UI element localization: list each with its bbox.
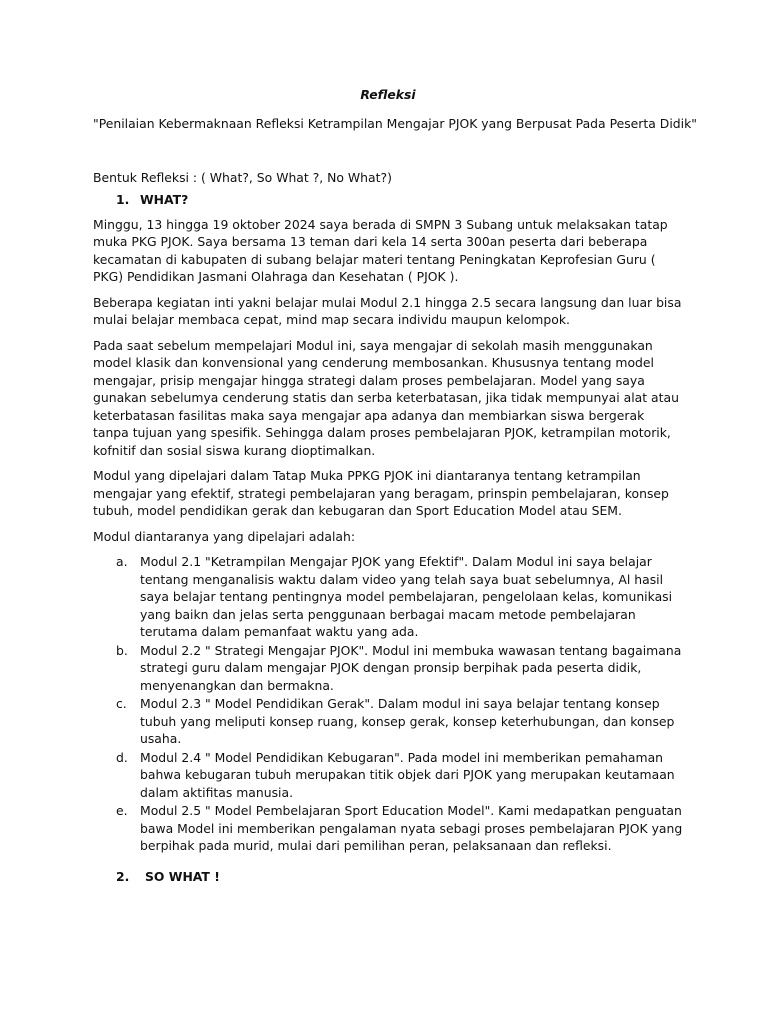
section-label: WHAT? bbox=[140, 192, 189, 207]
list-marker: d. bbox=[116, 749, 128, 765]
paragraph-modules-intro: Modul diantaranya yang dipelajari adalah: bbox=[93, 528, 356, 544]
list-marker: e. bbox=[116, 803, 128, 818]
list-item-text: Modul 2.2 " Strategi Mengajar PJOK". Modul ini membuka wawasan tentang bagaimana strategi guru dalam mengajar PJOK dengan pronsip berpihak pada peserta didik, menyenangkan dan bermakna. bbox=[140, 642, 682, 693]
list-marker: a. bbox=[116, 554, 128, 569]
list-item bbox=[93, 749, 683, 802]
section-label: SO WHAT ! bbox=[145, 868, 220, 884]
section-so-what-heading bbox=[93, 868, 683, 886]
list-item-text: Modul 2.1 "Ketrampilan Mengajar PJOK yang Efektif". Dalam Modul ini saya belajar tentang menganalisis waktu dalam video yang telah saya buat sebelumnya, Al hasil saya belajar tentang pentingnya model pembelajaran, pengelolaan kelas, komunikasi yang baikn dan jelas serta penggunaan berbagai macam metode pembelajaran terutama dalam pemanfaat waktu yang ada. bbox=[140, 554, 673, 639]
document-subtitle: "Penilaian Kebermaknaan Refleksi Ketrampilan Mengajar PJOK yang Berpusat Pada Peserta Didik" bbox=[93, 116, 697, 131]
section-number: 2. bbox=[116, 868, 130, 884]
module-list bbox=[93, 553, 683, 855]
paragraph-before: Pada saat sebelum mempelajari Modul ini, saya mengajar di sekolah masih menggunakan model klasik dan konvensional yang cenderung membosankan. Khususnya tentang model mengajar, prisip mengajar hingga strategi dalam proses pembelajaran. Model yang saya gunakan sebelumya cenderung statis dan serba keterbatasan, jika tidak mempunyai alat atau keterbatasan fasilitas maka saya mengajar apa adanya dan membiarkan siswa bergerak tanpa tujuan yang spesifik. Sehingga dalam proses pembelajaran PJOK, ketrampilan motorik, kofnitif dan sosial siswa kurang dioptimalkan. bbox=[93, 337, 679, 458]
reflection-form-line: Bentuk Refleksi : ( What?, So What ?, No What?) bbox=[93, 169, 392, 185]
list-item-text: Modul 2.4 " Model Pendidikan Kebugaran". Pada model ini memberikan pemahaman bahwa kebugaran tubuh merupakan titik objek dari PJOK yang merupakan keutamaan dalam aktifitas manusia. bbox=[140, 749, 675, 800]
list-marker: b. bbox=[116, 642, 128, 658]
document-body bbox=[93, 86, 697, 885]
document-title: Refleksi bbox=[360, 87, 416, 102]
list-item bbox=[93, 695, 683, 748]
section-what-heading bbox=[93, 191, 683, 209]
section-number: 1. bbox=[116, 192, 130, 207]
paragraph-intro: Minggu, 13 hingga 19 oktober 2024 saya berada di SMPN 3 Subang untuk melaksakan tatap muka PKG PJOK. Saya bersama 13 teman dari kela 14 serta 300an peserta dari beberapa kecamatan di kabupaten di subang belajar materi tentang Peningkatan Keprofesian Guru ( PKG) Pendidikan Jasmani Olahraga dan Kesehatan ( PJOK ). bbox=[93, 216, 668, 284]
list-item-text: Modul 2.3 " Model Pendidikan Gerak". Dalam modul ini saya belajar tentang konsep tubuh yang meliputi konsep ruang, konsep gerak, konsep keterhubungan, dan konsep usaha. bbox=[140, 696, 675, 746]
paragraph-activities: Beberapa kegiatan inti yakni belajar mulai Modul 2.1 hingga 2.5 secara langsung dan luar bisa mulai belajar membaca cepat, mind map secara individu maupun kelompok. bbox=[93, 294, 682, 327]
list-item bbox=[93, 802, 683, 855]
list-marker: c. bbox=[116, 696, 127, 711]
paragraph-modules-summary: Modul yang dipelajari dalam Tatap Muka PPKG PJOK ini diantaranya tentang ketrampilan mengajar yang efektif, strategi pembelajaran yang beragam, prinspin pembelajaran, konsep tubuh, model pendidikan gerak dan kebugaran dan Sport Education Model atau SEM. bbox=[93, 468, 669, 518]
list-item-text: Modul 2.5 " Model Pembelajaran Sport Education Model". Kami medapatkan penguatan bawa Model ini memberikan pengalaman nyata sebagi proses pembelajaran PJOK yang berpihak pada murid, mulai dari pemilihan peran, pelaksanaan dan refleksi. bbox=[140, 803, 683, 853]
list-item bbox=[93, 642, 683, 695]
list-item bbox=[93, 553, 683, 641]
